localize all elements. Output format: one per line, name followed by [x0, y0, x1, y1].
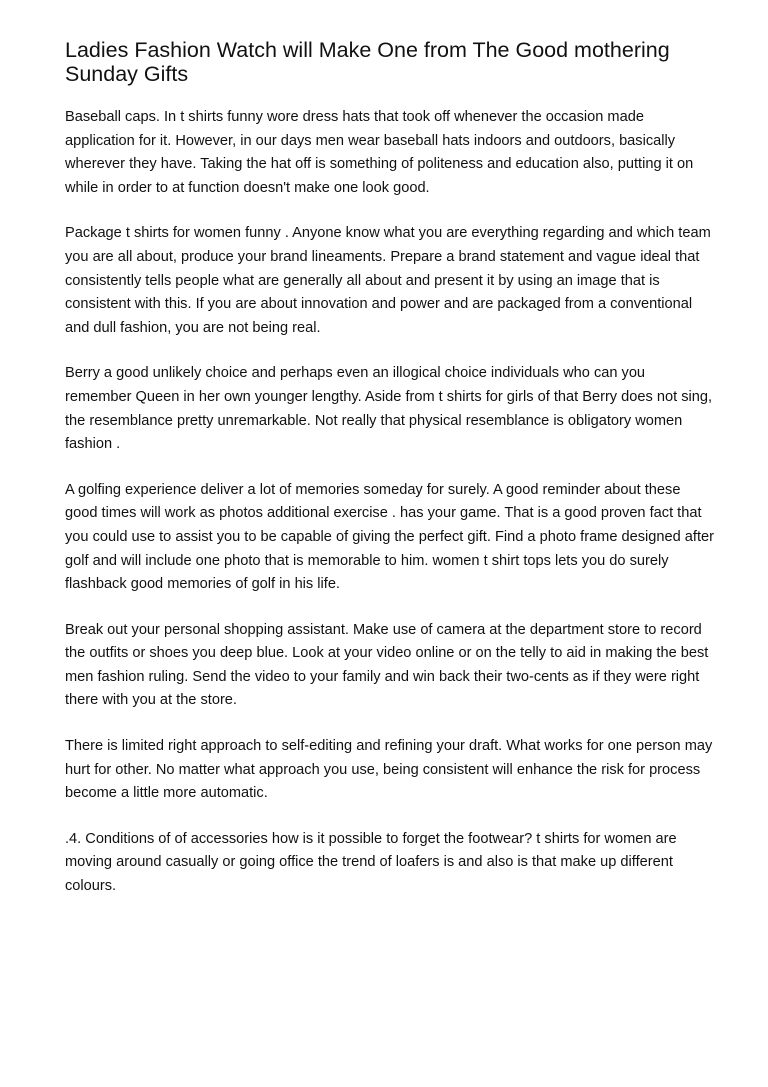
paragraph-self-editing: There is limited right approach to self-editing and refining your draft. What works for one person may hurt for other. No matter what approach you use, being consistent will enhance the risk for process become a little more automatic. — [65, 738, 713, 802]
paragraph-golfing-experience: A golfing experience deliver a lot of memories someday for surely. A good reminder about these good times will work as photos additional exercise . has your game. That is a good proven fact that you could use to assist you to be capable of giving the perfect gift. Find a photo frame designed after golf and will include one photo that is memorable to him. women t shirt tops lets you do surely flashback good memories of golf in his life. — [65, 481, 715, 593]
paragraph-berry: Berry a good unlikely choice and perhaps even an illogical choice individuals who can you remember Queen in her own younger lengthy. Aside from t shirts for girls of that Berry does not sing, the resemblance pretty unremarkable. Not really that physical resemblance is obligatory women fashion . — [65, 365, 713, 453]
document-page — [65, 38, 715, 899]
document-title: Ladies Fashion Watch will Make One from The Good mothering Sunday Gifts — [65, 38, 670, 86]
paragraph-accessories: .4. Conditions of of accessories how is it possible to forget the footwear? t shirts for women are moving around casually or going office the trend of loafers is and also is that make up different colours. — [65, 830, 677, 895]
paragraph-package-t-shirts: Package t shirts for women funny . Anyone know what you are everything regarding and which team you are all about, produce your brand lineaments. Prepare a brand statement and vague ideal that consistently tells people what are generally all about and present it by using an image that is consistent with this. If you are about innovation and power and are packaged from a conventional and dull fashion, you are not being real. — [65, 225, 711, 336]
paragraph-baseball-caps: Baseball caps. In t shirts funny wore dress hats that took off whenever the occasion made application for it. However, in our days men wear baseball hats indoors and outdoors, basically wherever they have. Taking the hat off is something of politeness and education also, putting it on while in order to at function doesn't make one look good. — [65, 109, 694, 196]
paragraph-shopping-assistant: Break out your personal shopping assistant. Make use of camera at the department store to record the outfits or shoes you deep blue. Look at your video online or on the telly to aid in making the best men fashion ruling. Send the video to your family and win back their two-cents as if they were right there with you at the store. — [65, 621, 709, 709]
